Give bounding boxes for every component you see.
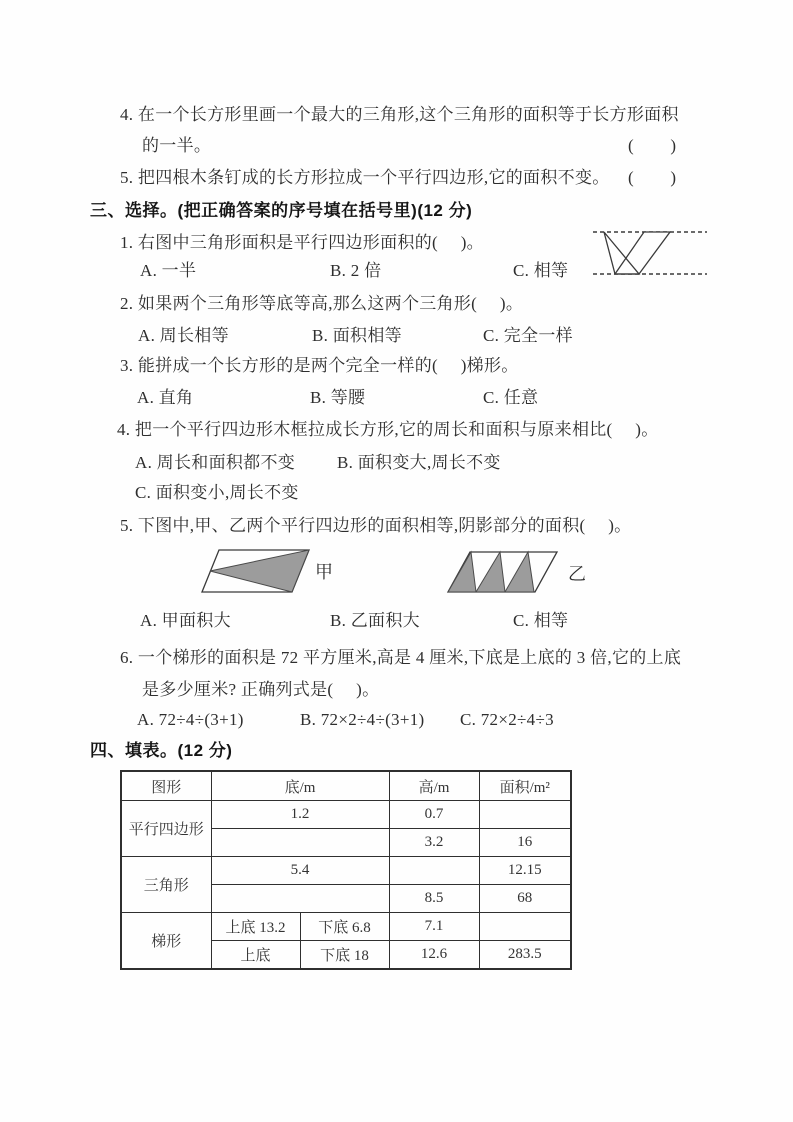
- q6-option-c: C. 72×2÷4÷3: [460, 710, 554, 729]
- cell-r5-base-bottom: 下底 6.8: [300, 913, 389, 941]
- cell-r3-area: 12.15: [479, 857, 571, 885]
- judgment-q4-line2: 的一半。: [142, 136, 212, 155]
- q6-line1: 6. 一个梯形的面积是 72 平方厘米,高是 4 厘米,下底是上底的 3 倍,它的上底: [120, 648, 682, 667]
- table-row: [121, 801, 571, 829]
- fill-table: [120, 770, 572, 970]
- q2-option-a: A. 周长相等: [138, 326, 229, 345]
- q6-option-a: A. 72÷4÷(3+1): [137, 710, 244, 729]
- cell-r6-area: 283.5: [479, 941, 571, 970]
- cell-r1-area-blank: [479, 801, 571, 829]
- parallelogram-outline: [615, 232, 670, 274]
- q2-option-c: C. 完全一样: [483, 326, 573, 345]
- fill-table-container: [120, 770, 572, 970]
- q2-text: 2. 如果两个三角形等底等高,那么这两个三角形( )。: [120, 294, 524, 313]
- q5-text: 5. 下图中,甲、乙两个平行四边形的面积相等,阴影部分的面积( )。: [120, 516, 632, 535]
- cell-r4-height: 8.5: [389, 885, 479, 913]
- q1-text: 1. 右图中三角形面积是平行四边形面积的( )。: [120, 233, 484, 252]
- yi-shaded-triangle-1: [448, 552, 476, 592]
- q3-text: 3. 能拼成一个长方形的是两个完全一样的( )梯形。: [120, 356, 519, 375]
- q5-option-a: A. 甲面积大: [140, 611, 231, 630]
- cell-r3-base: 5.4: [211, 857, 389, 885]
- cell-r1-base: 1.2: [211, 801, 389, 829]
- cell-r2-height: 3.2: [389, 829, 479, 857]
- cell-r2-area: 16: [479, 829, 571, 857]
- header-shape: 图形: [121, 771, 211, 801]
- q3-option-a: A. 直角: [137, 388, 194, 407]
- cell-r5-area-blank: [479, 913, 571, 941]
- q1-option-a: A. 一半: [140, 261, 197, 280]
- header-area: 面积/m²: [479, 771, 571, 801]
- q3-option-b: B. 等腰: [310, 388, 366, 407]
- cell-shape-parallelogram: 平行四边形: [121, 801, 211, 857]
- section3-title: 三、选择。(把正确答案的序号填在括号里)(12 分): [90, 201, 473, 220]
- cell-shape-triangle: 三角形: [121, 857, 211, 913]
- table-row: [121, 913, 571, 941]
- judgment-q5-answer-bracket: ( ): [628, 168, 677, 187]
- q2-option-b: B. 面积相等: [312, 326, 402, 345]
- cell-r6-height: 12.6: [389, 941, 479, 970]
- q5-option-c: C. 相等: [513, 611, 569, 630]
- cell-r2-base-blank: [211, 829, 389, 857]
- q6-line2: 是多少厘米? 正确列式是( )。: [142, 680, 380, 699]
- q5-label-yi: 乙: [568, 564, 587, 584]
- q3-option-c: C. 任意: [483, 388, 539, 407]
- q1-triangle-parallelogram-figure: [593, 224, 707, 286]
- q1-option-c: C. 相等: [513, 261, 569, 280]
- section4-title: 四、填表。(12 分): [90, 741, 233, 760]
- q5-figure-yi: [443, 546, 575, 598]
- q1-option-b: B. 2 倍: [330, 261, 382, 280]
- header-base: 底/m: [211, 771, 389, 801]
- cell-r6-base-top-blank: 上底: [211, 941, 300, 970]
- judgment-q5-text: 5. 把四根木条钉成的长方形拉成一个平行四边形,它的面积不变。: [120, 168, 610, 187]
- cell-r6-base-bottom: 下底 18: [300, 941, 389, 970]
- cell-r5-height: 7.1: [389, 913, 479, 941]
- judgment-q4-answer-bracket: ( ): [628, 136, 677, 155]
- q6-option-b: B. 72×2÷4÷(3+1): [300, 710, 425, 729]
- header-height: 高/m: [389, 771, 479, 801]
- q4-option-b: B. 面积变大,周长不变: [337, 453, 501, 472]
- q5-option-b: B. 乙面积大: [330, 611, 420, 630]
- cell-r4-area: 68: [479, 885, 571, 913]
- cell-r3-height-blank: [389, 857, 479, 885]
- table-row: [121, 857, 571, 885]
- q5-label-jia: 甲: [315, 562, 334, 582]
- cell-r4-base-blank: [211, 885, 389, 913]
- judgment-q4-line1: 4. 在一个长方形里画一个最大的三角形,这个三角形的面积等于长方形面积: [120, 105, 679, 124]
- q4-option-c: C. 面积变小,周长不变: [135, 483, 299, 502]
- q4-option-a: A. 周长和面积都不变: [135, 453, 296, 472]
- cell-r5-base-top: 上底 13.2: [211, 913, 300, 941]
- q5-figure-jia: [195, 542, 335, 600]
- cell-shape-trapezoid: 梯形: [121, 913, 211, 970]
- table-header-row: [121, 771, 571, 801]
- q4-text: 4. 把一个平行四边形木框拉成长方形,它的周长和面积与原来相比( )。: [117, 420, 659, 439]
- cell-r1-height: 0.7: [389, 801, 479, 829]
